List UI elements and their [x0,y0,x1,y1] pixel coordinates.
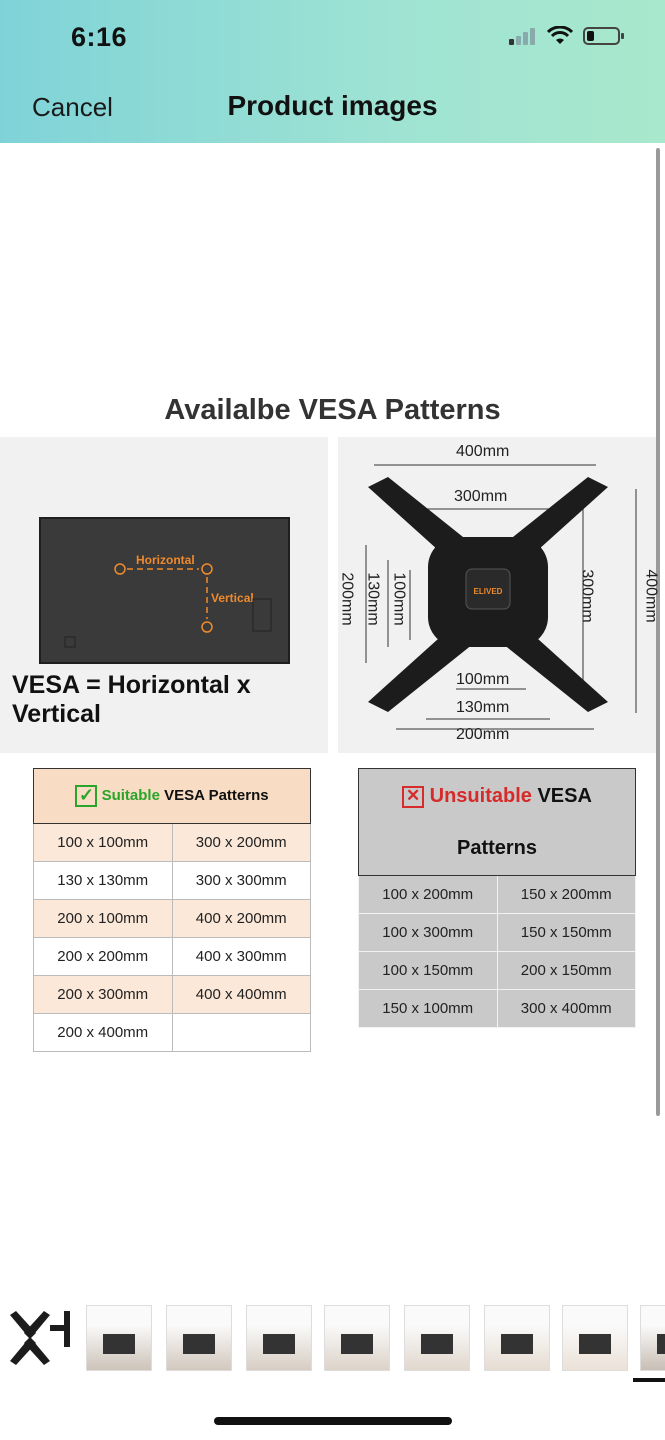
table-row [359,876,636,914]
thumbnail-strip[interactable] [0,1300,665,1380]
thumb-6[interactable] [404,1305,470,1371]
dim-bottom-2: 130mm [456,699,510,716]
thumb-5[interactable] [324,1305,390,1371]
table-cell: 150 x 100mm [359,990,498,1028]
vesa-heading: Availalbe VESA Patterns [164,394,501,426]
wifi-icon [547,26,573,46]
table-row [34,862,311,900]
dim-left-outer: 200mm [338,572,356,626]
table-row [34,938,311,976]
thumb-3[interactable] [166,1305,232,1371]
x-icon: ✕ [402,786,424,808]
table-row [359,952,636,990]
page-title: Product images [227,90,438,121]
table-cell: 150 x 150mm [497,914,636,952]
table-cell: 130 x 130mm [34,862,173,900]
table-row [34,824,311,862]
table-row [34,1014,311,1052]
signal-icon [509,27,537,45]
dim-right-inner: 300mm [578,569,596,623]
dim-right-outer: 400mm [642,569,660,623]
unsuitable-title-b: VESA Patterns [456,785,592,859]
dim-bottom-3: 200mm [456,726,510,743]
vesa-equation: VESA = Horizontal x Vertical [12,671,251,728]
dim-top-inner: 300mm [454,488,508,505]
suitable-patterns-table [33,768,311,1052]
vertical-label: Vertical [211,591,254,605]
suitable-title-b: VESA Patterns [164,787,269,804]
table-cell: 400 x 300mm [172,938,311,976]
thumbnail-selection-indicator [633,1378,665,1382]
table-cell: 300 x 400mm [497,990,636,1028]
thumb-4[interactable] [246,1305,312,1371]
cancel-button[interactable]: Cancel [32,92,113,122]
thumb-9[interactable] [640,1305,665,1371]
table-cell: 200 x 400mm [34,1014,173,1052]
unsuitable-patterns-table [358,768,636,1028]
suitable-title-a: Suitable [101,787,160,804]
status-icons [509,26,625,46]
table-row [359,990,636,1028]
dim-top-outer: 400mm [456,443,510,460]
table-cell: 200 x 300mm [34,976,173,1014]
suitable-header [34,769,311,824]
thumb-1[interactable] [6,1305,70,1369]
table-cell: 100 x 100mm [34,824,173,862]
table-row [359,914,636,952]
home-indicator[interactable] [214,1417,452,1425]
unsuitable-header [359,769,636,876]
table-row [34,976,311,1014]
dim-left-inner: 100mm [390,572,408,626]
status-time: 6:16 [71,22,128,52]
dim-bottom-1: 100mm [456,671,510,688]
scrollbar[interactable] [656,148,660,1116]
thumb-2[interactable] [86,1305,152,1371]
table-cell: 100 x 200mm [359,876,498,914]
table-cell: 400 x 200mm [172,900,311,938]
table-cell: 200 x 150mm [497,952,636,990]
table-cell: 400 x 400mm [172,976,311,1014]
dim-left-mid: 130mm [364,572,382,626]
unsuitable-title-a: Unsuitable [429,785,532,807]
tv-back-panel [0,437,328,753]
table-cell: 300 x 300mm [172,862,311,900]
table-cell [172,1014,311,1052]
mount-diagram-panel [338,437,660,753]
table-cell: 300 x 200mm [172,824,311,862]
table-cell: 200 x 200mm [34,938,173,976]
thumb-7[interactable] [484,1305,550,1371]
tv-back-illustration [39,517,290,664]
mount-brand: ELIVED [473,587,503,596]
table-cell: 150 x 200mm [497,876,636,914]
battery-icon [583,26,625,46]
horizontal-label: Horizontal [136,553,195,567]
check-icon: ✓ [75,785,97,807]
table-cell: 100 x 300mm [359,914,498,952]
vesa-hole-diagram [41,519,288,662]
table-cell: 100 x 150mm [359,952,498,990]
thumb-8[interactable] [562,1305,628,1371]
table-cell: 200 x 100mm [34,900,173,938]
header [0,0,665,143]
table-row [34,900,311,938]
